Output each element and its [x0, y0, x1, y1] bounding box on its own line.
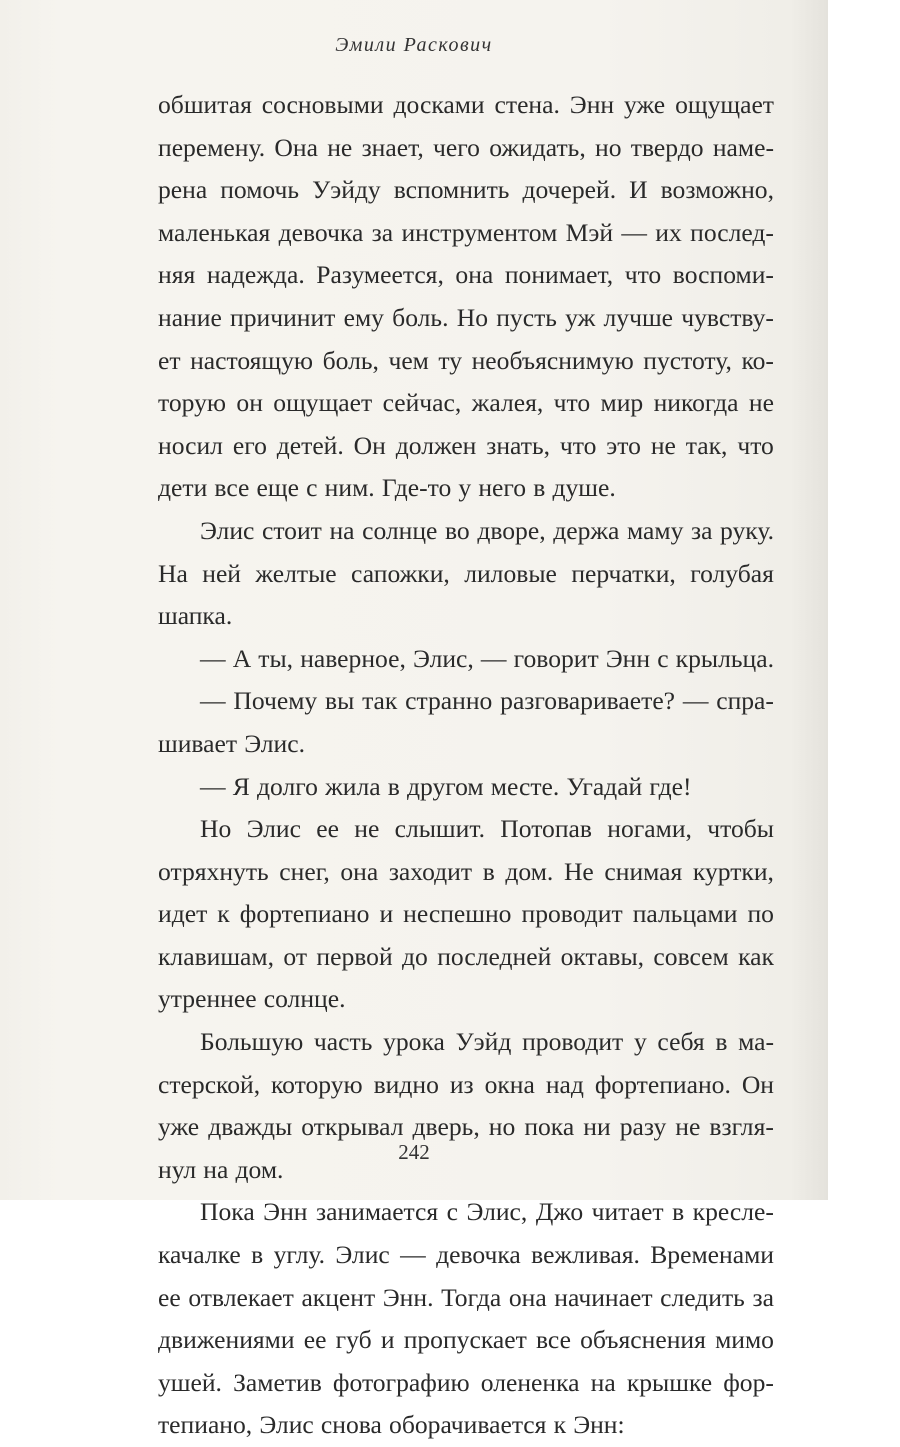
- word: к: [217, 899, 230, 929]
- word: Но: [456, 302, 488, 332]
- word: Мэй: [565, 217, 614, 247]
- text-line: [158, 1277, 774, 1320]
- word: шивает: [158, 728, 238, 758]
- word: которую: [271, 1069, 363, 1099]
- text-line: [158, 893, 774, 936]
- word: качалке: [158, 1240, 241, 1270]
- word: разговариваете?: [500, 686, 676, 716]
- word: и: [380, 1325, 395, 1355]
- word: долго: [256, 771, 318, 801]
- word: Но: [200, 814, 232, 844]
- word: лиловые: [464, 558, 557, 588]
- word: что: [737, 430, 774, 460]
- text-line: [158, 936, 774, 979]
- word: —: [621, 217, 647, 247]
- word: отряхнуть: [158, 856, 269, 886]
- word: понимает,: [504, 260, 614, 290]
- word: идет: [158, 899, 208, 929]
- word: углу.: [273, 1240, 325, 1270]
- word: последней: [437, 941, 552, 971]
- word: урока: [383, 1027, 445, 1057]
- word: девочка: [436, 1240, 521, 1270]
- word: И: [629, 175, 648, 205]
- word: солнце.: [263, 984, 346, 1014]
- word: детей.: [276, 430, 344, 460]
- word: должен: [395, 430, 477, 460]
- word: куртки,: [692, 856, 774, 886]
- word: кресле-: [692, 1197, 774, 1227]
- word: сосновыми: [261, 90, 384, 119]
- word: няя: [158, 260, 196, 290]
- word: ма-: [738, 1027, 774, 1057]
- text-line: [158, 382, 774, 425]
- word: с: [306, 473, 318, 503]
- text-line: [158, 1064, 774, 1107]
- word: Заметив: [233, 1367, 322, 1397]
- text-line: [158, 766, 774, 809]
- word: следить: [660, 1282, 745, 1312]
- word: Потопав: [500, 814, 592, 844]
- page-number: 242: [398, 1140, 430, 1164]
- word: нание: [158, 302, 222, 332]
- word: ее: [316, 814, 339, 844]
- word: занимается: [315, 1197, 439, 1227]
- word: как: [738, 941, 774, 971]
- word: за: [690, 515, 713, 545]
- word: Где-то: [381, 473, 452, 503]
- word: На: [158, 558, 188, 588]
- word: их: [655, 217, 682, 247]
- word: объяснения: [580, 1325, 706, 1355]
- word: ее: [303, 1325, 327, 1355]
- text-line: [158, 1191, 774, 1234]
- word: до: [402, 941, 428, 971]
- word: акцент: [301, 1282, 376, 1312]
- word: Уэйд: [455, 1027, 512, 1057]
- word: странно: [405, 686, 493, 716]
- word: руку.: [720, 515, 774, 545]
- word: шапка.: [158, 601, 233, 631]
- text-line: [158, 212, 774, 255]
- word: ни: [583, 1112, 611, 1142]
- word: фортепиано.: [594, 1069, 731, 1099]
- word: боль,: [322, 345, 379, 375]
- word: Джо: [535, 1197, 584, 1227]
- word: тепиано,: [158, 1410, 253, 1440]
- text-line: [158, 1234, 774, 1277]
- word: у: [458, 473, 472, 503]
- text-line: [158, 808, 774, 851]
- word: Элис.: [244, 728, 306, 758]
- word: в: [672, 1197, 685, 1227]
- word: на: [203, 1154, 229, 1184]
- word: чего: [433, 132, 480, 162]
- word: клавишам,: [158, 941, 275, 971]
- word: совсем: [653, 941, 729, 971]
- word: Элис: [200, 515, 255, 545]
- word: ушей.: [158, 1367, 222, 1397]
- word: чем: [388, 345, 429, 375]
- word: Энн: [605, 643, 651, 673]
- word: начинает: [554, 1282, 653, 1312]
- word: желтые: [255, 558, 337, 588]
- word: —: [682, 686, 709, 716]
- word: —: [480, 643, 507, 673]
- word: Элис: [335, 1240, 390, 1270]
- word: все: [214, 473, 250, 503]
- running-head: Эмили Раскович: [335, 34, 493, 56]
- word: что: [559, 430, 597, 460]
- word: пустоту,: [643, 345, 732, 375]
- word: пальцами: [632, 899, 738, 929]
- word: стерской,: [158, 1069, 261, 1099]
- word: сейчас,: [382, 388, 462, 418]
- word: в: [251, 1240, 264, 1270]
- word: Энн.: [382, 1282, 434, 1312]
- word: боль.: [392, 302, 449, 332]
- text-line: [158, 638, 774, 681]
- word: инструментом: [401, 217, 558, 247]
- word: не: [650, 430, 676, 460]
- word: жалея,: [471, 388, 544, 418]
- word: —: [200, 686, 226, 716]
- word: помочь: [220, 175, 300, 205]
- word: ощущает: [273, 388, 373, 418]
- word: проводит: [522, 1027, 624, 1057]
- word: ты,: [258, 643, 294, 673]
- word: вежливая.: [531, 1240, 640, 1270]
- word: перчатки,: [571, 558, 676, 588]
- text-line: [158, 297, 774, 340]
- word: крыльца.: [675, 643, 774, 673]
- word: утреннее: [158, 984, 257, 1014]
- word: твердо: [630, 132, 704, 162]
- word: уж: [565, 302, 596, 332]
- word: вы: [325, 686, 355, 716]
- word: торую: [158, 388, 227, 418]
- word: чувству-: [681, 302, 774, 332]
- word: ногами,: [607, 814, 692, 844]
- word: слышит.: [394, 814, 485, 844]
- word: где!: [649, 771, 692, 801]
- text-line: [158, 595, 774, 638]
- word: движениями: [158, 1325, 295, 1355]
- word: во: [445, 515, 470, 545]
- word: надежда.: [206, 260, 305, 290]
- word: к: [553, 1410, 567, 1440]
- word: на: [590, 1367, 616, 1397]
- word: не: [354, 814, 380, 844]
- word: заходит: [388, 856, 473, 886]
- text-line: [158, 723, 774, 766]
- word: никогда: [653, 388, 739, 418]
- word: от: [283, 941, 308, 971]
- word: Почему: [233, 686, 318, 716]
- word: сапожки,: [351, 558, 450, 588]
- word: она: [508, 1282, 547, 1312]
- text-line: [158, 510, 774, 553]
- word: Элис,: [466, 1197, 528, 1227]
- word: над: [545, 1069, 584, 1099]
- word: Элис,: [413, 643, 474, 673]
- text-line: [158, 84, 774, 127]
- text-line: [158, 978, 774, 1021]
- word: что: [624, 260, 662, 290]
- word: взгля-: [709, 1112, 774, 1142]
- page-margin: [828, 0, 900, 1200]
- word: ту: [438, 345, 463, 375]
- word: наме-: [712, 132, 774, 162]
- body-text: [158, 84, 774, 1447]
- word: Пока: [200, 1197, 255, 1227]
- word: уже: [624, 90, 666, 119]
- word: Энн: [263, 1197, 308, 1227]
- word: послед-: [690, 217, 774, 247]
- word: октавы,: [560, 941, 645, 971]
- text-line: [158, 425, 774, 468]
- word: ему: [343, 302, 384, 332]
- word: Элис: [259, 1410, 314, 1440]
- word: ко-: [741, 345, 774, 375]
- word: вспомнить: [393, 175, 510, 205]
- text-line: [158, 467, 774, 510]
- word: Энн:: [573, 1410, 625, 1440]
- text-line: [158, 680, 774, 723]
- word: за: [752, 1282, 774, 1312]
- word: другом: [406, 771, 484, 801]
- word: отвлекает: [188, 1282, 294, 1312]
- word: он: [236, 388, 263, 418]
- word: Энн: [569, 90, 615, 119]
- word: часть: [313, 1027, 373, 1057]
- word: открывал: [301, 1112, 404, 1142]
- text-line: [158, 851, 774, 894]
- word: по: [747, 899, 774, 929]
- word: держа: [553, 515, 620, 545]
- word: фор-: [723, 1367, 774, 1397]
- word: знать,: [486, 430, 551, 460]
- word: в: [715, 1027, 728, 1057]
- word: жила: [325, 771, 381, 801]
- word: из: [449, 1069, 474, 1099]
- word: необъяснимую: [471, 345, 634, 375]
- word: маму: [627, 515, 684, 545]
- word: Уэйду: [312, 175, 381, 205]
- word: ней: [202, 558, 242, 588]
- word: причинит: [230, 302, 336, 332]
- word: его: [232, 430, 267, 460]
- word: так,: [685, 430, 728, 460]
- word: пропускает: [403, 1325, 527, 1355]
- word: Разумеется,: [316, 260, 444, 290]
- word: ощущает: [675, 90, 774, 119]
- word: ожидать,: [489, 132, 586, 162]
- word: Элис: [246, 814, 301, 844]
- word: пусть: [496, 302, 557, 332]
- word: мир: [600, 388, 644, 418]
- word: обшитая: [158, 90, 252, 119]
- word: фотографию: [332, 1367, 470, 1397]
- word: возможно,: [660, 175, 774, 205]
- word: стоит: [261, 515, 322, 545]
- word: снова: [320, 1410, 382, 1440]
- word: Большую: [200, 1027, 304, 1057]
- word: наверное,: [300, 643, 406, 673]
- word: читает: [591, 1197, 664, 1227]
- word: ним.: [324, 473, 375, 503]
- word: Временами: [650, 1240, 774, 1270]
- text-line: [158, 254, 774, 297]
- word: у: [633, 1027, 647, 1057]
- word: дети: [158, 473, 208, 503]
- word: Она: [274, 132, 318, 162]
- word: в: [482, 856, 495, 886]
- word: но: [488, 1112, 516, 1142]
- word: маленькая: [158, 217, 271, 247]
- word: разу: [619, 1112, 667, 1142]
- word: голубая: [690, 558, 774, 588]
- word: солнце: [362, 515, 438, 545]
- word: за: [371, 217, 394, 247]
- word: снимая: [604, 856, 683, 886]
- word: не: [327, 132, 353, 162]
- word: дом.: [235, 1154, 284, 1184]
- word: что: [553, 388, 591, 418]
- word: дом.: [505, 856, 554, 886]
- word: душе.: [552, 473, 616, 503]
- word: себя: [657, 1027, 705, 1057]
- word: но: [595, 132, 622, 162]
- word: не: [675, 1112, 701, 1142]
- word: крышке: [626, 1367, 713, 1397]
- word: дверь,: [412, 1112, 480, 1142]
- text-line: [158, 553, 774, 596]
- word: дворе,: [477, 515, 546, 545]
- word: Тогда: [441, 1282, 502, 1312]
- word: с: [657, 643, 669, 673]
- word: —: [400, 1240, 426, 1270]
- word: девочка: [278, 217, 364, 247]
- word: настоящую: [190, 345, 314, 375]
- word: губ: [335, 1325, 372, 1355]
- word: дважды: [208, 1112, 293, 1142]
- word: ее: [158, 1282, 181, 1312]
- word: фортепиано: [239, 899, 370, 929]
- word: него: [478, 473, 527, 503]
- word: перемену.: [158, 132, 266, 162]
- word: на: [329, 515, 355, 545]
- word: первой: [316, 941, 393, 971]
- word: досками: [393, 90, 485, 119]
- text-line: [158, 169, 774, 212]
- word: —: [200, 643, 226, 673]
- word: Не: [563, 856, 594, 886]
- text-line: [158, 1021, 774, 1064]
- word: она: [340, 856, 379, 886]
- word: не: [748, 388, 774, 418]
- word: говорит: [513, 643, 599, 673]
- text-line: [158, 340, 774, 383]
- word: чтобы: [707, 814, 774, 844]
- word: в: [533, 473, 546, 503]
- word: знает,: [361, 132, 424, 162]
- word: проводит: [521, 899, 623, 929]
- word: Я: [232, 771, 250, 801]
- word: лучше: [603, 302, 674, 332]
- word: воспоми-: [672, 260, 774, 290]
- word: все: [535, 1325, 571, 1355]
- word: пока: [524, 1112, 575, 1142]
- word: снег,: [279, 856, 330, 886]
- text-line: [158, 1362, 774, 1405]
- word: Угадай: [566, 771, 643, 801]
- word: месте.: [490, 771, 560, 801]
- word: рена: [158, 175, 208, 205]
- word: видно: [373, 1069, 439, 1099]
- word: неспешно: [403, 899, 512, 929]
- word: она: [455, 260, 494, 290]
- word: и: [379, 899, 394, 929]
- word: нул: [158, 1154, 197, 1184]
- word: еще: [256, 473, 299, 503]
- word: с: [446, 1197, 459, 1227]
- text-line: [158, 1319, 774, 1362]
- word: это: [606, 430, 641, 460]
- word: в: [387, 771, 400, 801]
- word: так: [362, 686, 398, 716]
- word: мимо: [715, 1325, 774, 1355]
- word: А: [232, 643, 252, 673]
- word: стена.: [494, 90, 560, 119]
- word: носил: [158, 430, 223, 460]
- word: спра-: [716, 686, 774, 716]
- text-line: [158, 1404, 774, 1447]
- word: Он: [353, 430, 386, 460]
- text-line: [158, 127, 774, 170]
- word: дочерей.: [522, 175, 617, 205]
- word: олененка: [480, 1367, 580, 1397]
- word: уже: [158, 1112, 200, 1142]
- word: ет: [158, 345, 181, 375]
- word: оборачивается: [389, 1410, 547, 1440]
- word: —: [200, 771, 226, 801]
- word: Он: [741, 1069, 774, 1099]
- word: окна: [484, 1069, 535, 1099]
